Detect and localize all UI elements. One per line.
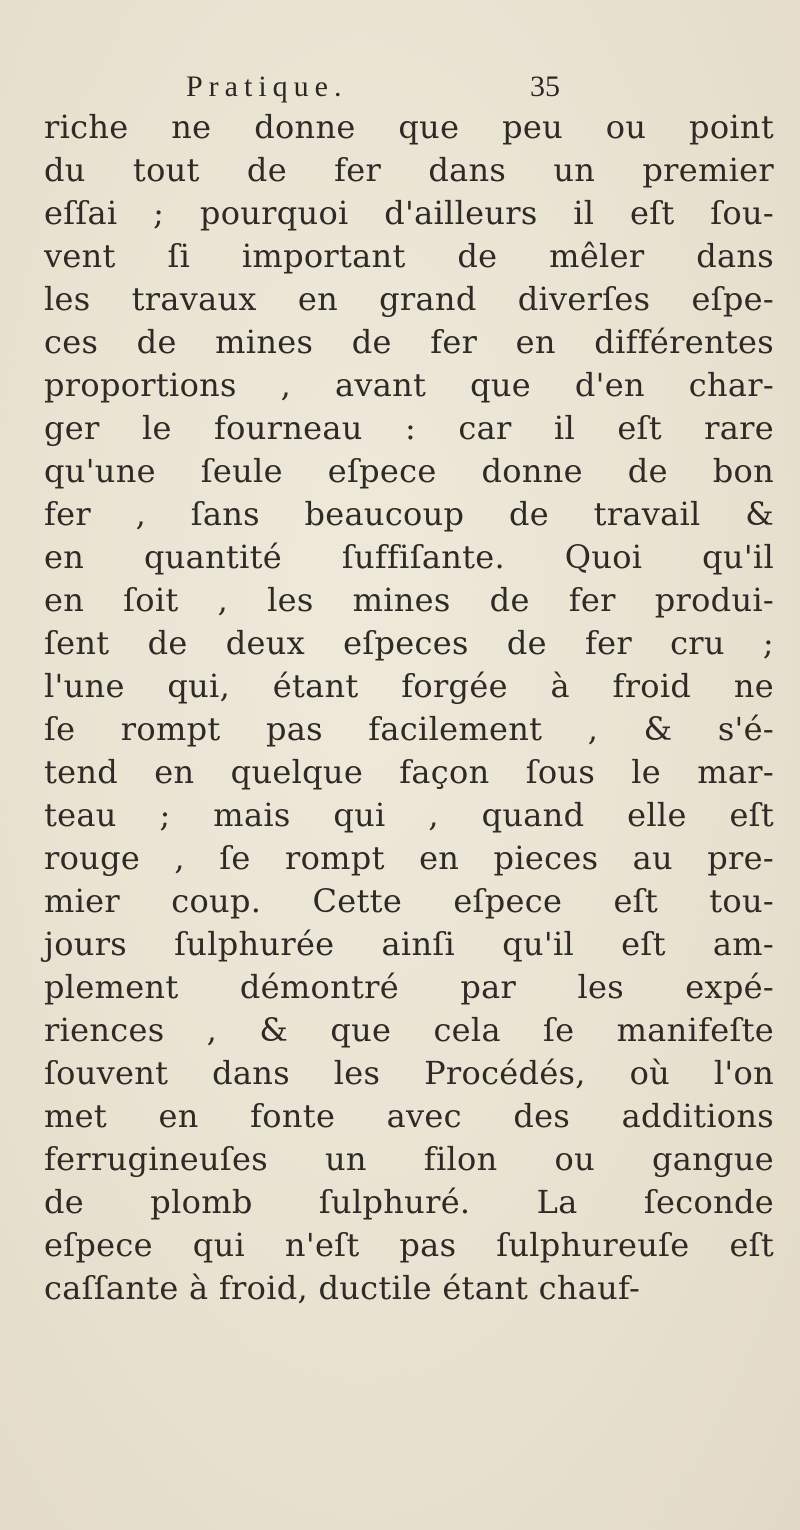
text-line: qu'une ſeule eſpece donne de bon (44, 452, 774, 490)
text-line: vent ſi important de mêler dans (44, 237, 774, 275)
text-line: riche ne donne que peu ou point (44, 108, 774, 146)
text-line: ſent de deux eſpeces de fer cru ; (44, 624, 774, 662)
text-line: ſouvent dans les Procédés, où l'on (44, 1054, 774, 1092)
page-number: 35 (530, 70, 560, 103)
text-line: proportions , avant que d'en char- (44, 366, 774, 404)
text-line: du tout de fer dans un premier (44, 151, 774, 189)
text-line: ces de mines de fer en différentes (44, 323, 774, 361)
text-line: fer , ſans beaucoup de travail & (44, 495, 774, 533)
running-head-title: Pratique. (186, 70, 348, 103)
text-line: jours ſulphurée ainſi qu'il eſt am- (44, 925, 774, 963)
text-line: met en fonte avec des additions (44, 1097, 774, 1135)
body-text (44, 106, 774, 1310)
text-line: ger le fourneau : car il eſt rare (44, 409, 774, 447)
text-line: mier coup. Cette eſpece eſt tou- (44, 882, 774, 920)
text-line: en ſoit , les mines de fer produi- (44, 581, 774, 619)
text-line: caſſante à froid, ductile étant chauf- (44, 1269, 641, 1307)
text-line: de plomb ſulphuré. La ſeconde (44, 1183, 774, 1221)
running-head (0, 70, 800, 110)
text-line: eſpece qui n'eſt pas ſulphureuſe eſt (44, 1226, 774, 1264)
text-line: ſe rompt pas facilement , & s'é- (44, 710, 774, 748)
text-line: riences , & que cela ſe manifeſte (44, 1011, 774, 1049)
text-line: plement démontré par les expé- (44, 968, 774, 1006)
text-line: eſſai ; pourquoi d'ailleurs il eſt ſou- (44, 194, 774, 232)
text-line: l'une qui, étant forgée à froid ne (44, 667, 774, 705)
text-line: tend en quelque façon ſous le mar- (44, 753, 774, 791)
text-line: en quantité ſuffiſante. Quoi qu'il (44, 538, 774, 576)
text-line: rouge , ſe rompt en pieces au pre- (44, 839, 774, 877)
text-line: ferrugineuſes un filon ou gangue (44, 1140, 774, 1178)
text-line: les travaux en grand diverſes eſpe- (44, 280, 774, 318)
text-line: teau ; mais qui , quand elle eſt (44, 796, 774, 834)
